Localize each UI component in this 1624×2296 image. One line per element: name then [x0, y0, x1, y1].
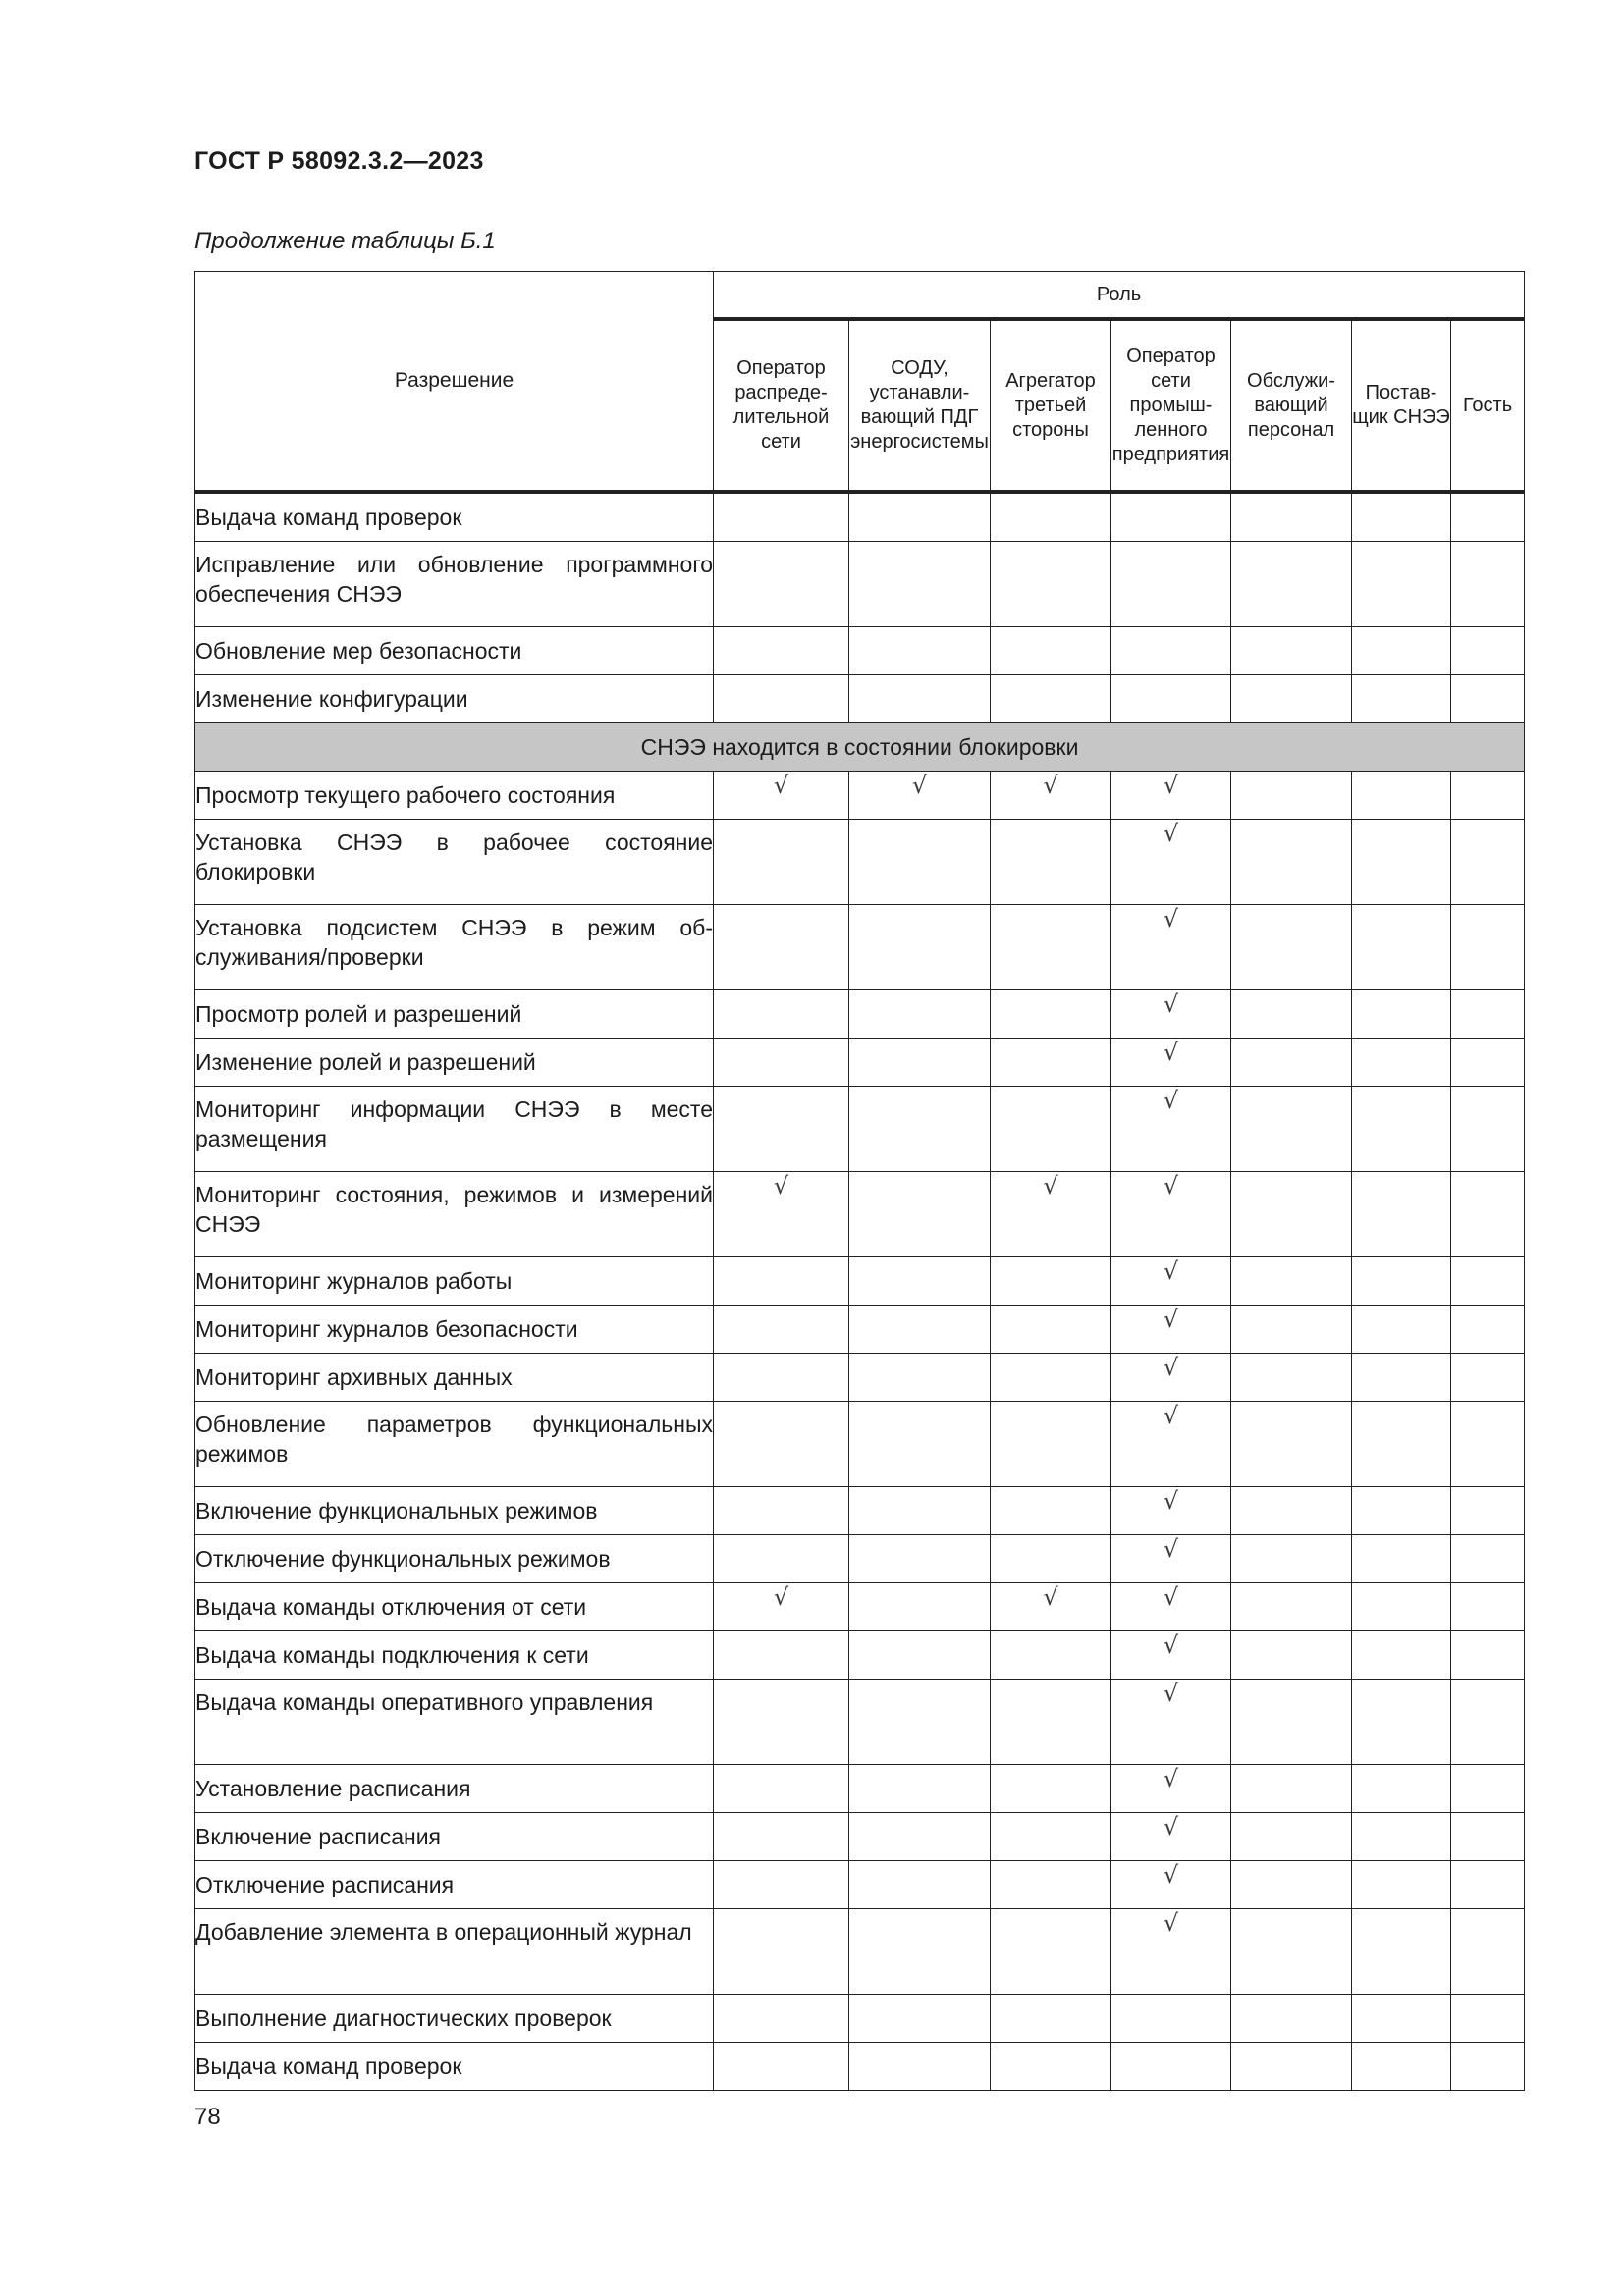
role-header-industrial-network-operator: Оператор сети промышленного предприятия — [1111, 319, 1231, 492]
permission-name: Изменение ролей и разрешений — [195, 1039, 714, 1087]
empty-cell — [849, 990, 991, 1039]
empty-cell — [1352, 627, 1451, 675]
check-mark-cell: √ — [1111, 1039, 1231, 1087]
permission-name: Выдача команд проверок — [195, 2043, 714, 2091]
empty-cell — [991, 1765, 1111, 1813]
empty-cell — [1451, 1487, 1525, 1535]
empty-cell — [1451, 627, 1525, 675]
empty-cell — [849, 1306, 991, 1354]
role-header-power-system-operator: СОДУ, устанавливающий ПДГ энергосистемы — [849, 319, 991, 492]
empty-cell — [714, 820, 849, 905]
empty-cell — [1451, 1535, 1525, 1583]
empty-cell — [1352, 1909, 1451, 1995]
empty-cell — [1451, 990, 1525, 1039]
empty-cell — [1451, 1909, 1525, 1995]
empty-cell — [991, 1354, 1111, 1402]
check-mark-cell: √ — [1111, 1487, 1231, 1535]
empty-cell — [714, 1306, 849, 1354]
table-row — [195, 1402, 1525, 1487]
empty-cell — [1111, 542, 1231, 627]
empty-cell — [1231, 990, 1352, 1039]
empty-cell — [1451, 492, 1525, 542]
empty-cell — [1451, 1306, 1525, 1354]
empty-cell — [714, 1087, 849, 1172]
check-mark-cell: √ — [1111, 772, 1231, 820]
role-header-guest: Гость — [1451, 319, 1525, 492]
permission-name: Мониторинг информации СНЭЭ в месте размещения — [195, 1087, 714, 1172]
section-row — [195, 723, 1525, 772]
empty-cell — [991, 1680, 1111, 1765]
empty-cell — [714, 1535, 849, 1583]
empty-cell — [1352, 675, 1451, 723]
table-row — [195, 1813, 1525, 1861]
permission-name: Отключение функциональных режимов — [195, 1535, 714, 1583]
table-row — [195, 772, 1525, 820]
empty-cell — [714, 1354, 849, 1402]
empty-cell — [991, 1039, 1111, 1087]
empty-cell — [1231, 905, 1352, 990]
empty-cell — [991, 1402, 1111, 1487]
empty-cell — [991, 627, 1111, 675]
permission-name: Отключение расписания — [195, 1861, 714, 1909]
empty-cell — [849, 905, 991, 990]
empty-cell — [1451, 1354, 1525, 1402]
permission-name: Просмотр ролей и разрешений — [195, 990, 714, 1039]
empty-cell — [1231, 1765, 1352, 1813]
check-mark-cell: √ — [1111, 820, 1231, 905]
empty-cell — [991, 1257, 1111, 1306]
check-mark-cell: √ — [1111, 1861, 1231, 1909]
table-row — [195, 1354, 1525, 1402]
empty-cell — [714, 1861, 849, 1909]
empty-cell — [714, 1765, 849, 1813]
empty-cell — [1231, 542, 1352, 627]
table-row — [195, 1087, 1525, 1172]
empty-cell — [1231, 1909, 1352, 1995]
check-mark-cell: √ — [1111, 1354, 1231, 1402]
permission-name: Добавление элемента в операционный журнал — [195, 1909, 714, 1995]
permission-name: Изменение конфигурации — [195, 675, 714, 723]
empty-cell — [1451, 1402, 1525, 1487]
empty-cell — [1231, 1354, 1352, 1402]
empty-cell — [849, 1087, 991, 1172]
check-mark-cell: √ — [1111, 1583, 1231, 1631]
empty-cell — [1352, 820, 1451, 905]
check-mark-cell: √ — [1111, 1813, 1231, 1861]
empty-cell — [1231, 675, 1352, 723]
empty-cell — [1352, 1631, 1451, 1680]
table-row — [195, 1039, 1525, 1087]
permission-name: Установка СНЭЭ в рабочее состояние блокировки — [195, 820, 714, 905]
table-row — [195, 1583, 1525, 1631]
empty-cell — [1451, 1680, 1525, 1765]
check-mark-cell: √ — [1111, 1535, 1231, 1583]
table-row — [195, 1861, 1525, 1909]
role-header-third-party-aggregator: Агрегатор третьей стороны — [991, 319, 1111, 492]
empty-cell — [1231, 1306, 1352, 1354]
table-row — [195, 492, 1525, 542]
empty-cell — [1451, 1172, 1525, 1257]
permission-name: Обновление параметров функциональных режимов — [195, 1402, 714, 1487]
empty-cell — [1451, 820, 1525, 905]
empty-cell — [1111, 492, 1231, 542]
empty-cell — [1352, 1765, 1451, 1813]
empty-cell — [1451, 1087, 1525, 1172]
empty-cell — [991, 1535, 1111, 1583]
empty-cell — [1352, 1087, 1451, 1172]
empty-cell — [1231, 1172, 1352, 1257]
empty-cell — [714, 627, 849, 675]
empty-cell — [849, 2043, 991, 2091]
empty-cell — [1352, 1995, 1451, 2043]
role-group-header: Роль — [714, 272, 1525, 320]
table-row — [195, 1995, 1525, 2043]
empty-cell — [1231, 2043, 1352, 2091]
section-title: СНЭЭ находится в состоянии блокировки — [195, 723, 1525, 772]
empty-cell — [849, 820, 991, 905]
table-row — [195, 1765, 1525, 1813]
permission-name: Просмотр текущего рабочего состояния — [195, 772, 714, 820]
empty-cell — [991, 492, 1111, 542]
empty-cell — [849, 492, 991, 542]
check-mark-cell: √ — [1111, 905, 1231, 990]
empty-cell — [1231, 627, 1352, 675]
check-mark-cell: √ — [991, 1172, 1111, 1257]
empty-cell — [1352, 1039, 1451, 1087]
table-row — [195, 2043, 1525, 2091]
empty-cell — [1111, 2043, 1231, 2091]
empty-cell — [1231, 1583, 1352, 1631]
empty-cell — [1352, 1487, 1451, 1535]
table-row — [195, 905, 1525, 990]
check-mark-cell: √ — [1111, 1909, 1231, 1995]
permission-name: Выдача команды отключения от сети — [195, 1583, 714, 1631]
permission-name: Выдача команды подключения к сети — [195, 1631, 714, 1680]
empty-cell — [1352, 1402, 1451, 1487]
empty-cell — [1231, 1995, 1352, 2043]
empty-cell — [1451, 905, 1525, 990]
empty-cell — [1352, 1354, 1451, 1402]
empty-cell — [714, 2043, 849, 2091]
empty-cell — [714, 542, 849, 627]
empty-cell — [991, 542, 1111, 627]
empty-cell — [849, 1813, 991, 1861]
empty-cell — [991, 1813, 1111, 1861]
empty-cell — [714, 675, 849, 723]
permission-name: Мониторинг состояния, режимов и измерений СНЭЭ — [195, 1172, 714, 1257]
empty-cell — [714, 1631, 849, 1680]
empty-cell — [1352, 1583, 1451, 1631]
permission-name: Мониторинг журналов безопасности — [195, 1306, 714, 1354]
empty-cell — [1231, 1861, 1352, 1909]
table-body — [195, 492, 1525, 2091]
empty-cell — [1352, 1172, 1451, 1257]
empty-cell — [1111, 627, 1231, 675]
empty-cell — [1231, 1257, 1352, 1306]
check-mark-cell: √ — [714, 1172, 849, 1257]
empty-cell — [991, 1087, 1111, 1172]
empty-cell — [1451, 1631, 1525, 1680]
empty-cell — [1111, 675, 1231, 723]
table-row — [195, 1257, 1525, 1306]
table-row — [195, 542, 1525, 627]
empty-cell — [1231, 492, 1352, 542]
check-mark-cell: √ — [1111, 1087, 1231, 1172]
empty-cell — [849, 542, 991, 627]
permission-name: Мониторинг журналов работы — [195, 1257, 714, 1306]
table-row — [195, 1909, 1525, 1995]
empty-cell — [849, 1402, 991, 1487]
role-header-maintenance-staff: Обслуживающий персонал — [1231, 319, 1352, 492]
empty-cell — [991, 820, 1111, 905]
empty-cell — [991, 1487, 1111, 1535]
check-mark-cell: √ — [991, 772, 1111, 820]
empty-cell — [991, 990, 1111, 1039]
empty-cell — [849, 1909, 991, 1995]
empty-cell — [1352, 1306, 1451, 1354]
empty-cell — [1231, 1535, 1352, 1583]
empty-cell — [714, 990, 849, 1039]
empty-cell — [991, 905, 1111, 990]
empty-cell — [849, 1257, 991, 1306]
empty-cell — [714, 1680, 849, 1765]
permission-name: Установление расписания — [195, 1765, 714, 1813]
table-row — [195, 820, 1525, 905]
empty-cell — [1451, 1995, 1525, 2043]
table-row — [195, 1172, 1525, 1257]
empty-cell — [1451, 1257, 1525, 1306]
check-mark-cell: √ — [849, 772, 991, 820]
empty-cell — [1451, 542, 1525, 627]
role-header-ess-supplier: Поставщик СНЭЭ — [1352, 319, 1451, 492]
table-row — [195, 627, 1525, 675]
empty-cell — [849, 627, 991, 675]
empty-cell — [1352, 542, 1451, 627]
check-mark-cell: √ — [1111, 1172, 1231, 1257]
empty-cell — [849, 1765, 991, 1813]
empty-cell — [714, 905, 849, 990]
empty-cell — [714, 492, 849, 542]
empty-cell — [1451, 2043, 1525, 2091]
empty-cell — [1352, 1257, 1451, 1306]
empty-cell — [991, 1909, 1111, 1995]
empty-cell — [1451, 675, 1525, 723]
empty-cell — [714, 1995, 849, 2043]
permission-name: Выполнение диагностических проверок — [195, 1995, 714, 2043]
check-mark-cell: √ — [991, 1583, 1111, 1631]
empty-cell — [1231, 1680, 1352, 1765]
empty-cell — [714, 1257, 849, 1306]
check-mark-cell: √ — [1111, 1402, 1231, 1487]
empty-cell — [991, 2043, 1111, 2091]
empty-cell — [714, 1402, 849, 1487]
empty-cell — [714, 1813, 849, 1861]
empty-cell — [1352, 990, 1451, 1039]
table-row — [195, 1680, 1525, 1765]
empty-cell — [1352, 1535, 1451, 1583]
empty-cell — [1111, 1995, 1231, 2043]
permission-name: Выдача команды оперативного управления — [195, 1680, 714, 1765]
empty-cell — [1451, 1813, 1525, 1861]
permission-name: Установка подсистем СНЭЭ в режим обслуживания/проверки — [195, 905, 714, 990]
permission-name: Включение расписания — [195, 1813, 714, 1861]
table-row — [195, 1306, 1525, 1354]
empty-cell — [991, 1995, 1111, 2043]
check-mark-cell: √ — [1111, 990, 1231, 1039]
empty-cell — [1231, 1039, 1352, 1087]
empty-cell — [714, 1909, 849, 1995]
table-row — [195, 990, 1525, 1039]
permission-name: Мониторинг архивных данных — [195, 1354, 714, 1402]
empty-cell — [849, 1861, 991, 1909]
permission-name: Включение функциональных режимов — [195, 1487, 714, 1535]
empty-cell — [1451, 1583, 1525, 1631]
empty-cell — [849, 1354, 991, 1402]
empty-cell — [1352, 905, 1451, 990]
empty-cell — [1231, 1402, 1352, 1487]
empty-cell — [1352, 772, 1451, 820]
role-header-distribution-operator: Оператор распределительной сети — [714, 319, 849, 492]
empty-cell — [1231, 1087, 1352, 1172]
empty-cell — [849, 1535, 991, 1583]
check-mark-cell: √ — [1111, 1765, 1231, 1813]
empty-cell — [849, 1631, 991, 1680]
permission-name: Обновление мер безопасности — [195, 627, 714, 675]
empty-cell — [1451, 1861, 1525, 1909]
empty-cell — [1352, 492, 1451, 542]
check-mark-cell: √ — [1111, 1680, 1231, 1765]
empty-cell — [1231, 820, 1352, 905]
check-mark-cell: √ — [1111, 1631, 1231, 1680]
permission-name: Исправление или обновление программного обеспечения СНЭЭ — [195, 542, 714, 627]
check-mark-cell: √ — [714, 1583, 849, 1631]
empty-cell — [849, 1583, 991, 1631]
empty-cell — [1451, 1039, 1525, 1087]
empty-cell — [849, 675, 991, 723]
empty-cell — [849, 1039, 991, 1087]
check-mark-cell: √ — [1111, 1306, 1231, 1354]
table-caption: Продолжение таблицы Б.1 — [194, 228, 496, 254]
empty-cell — [1451, 772, 1525, 820]
empty-cell — [1352, 1680, 1451, 1765]
empty-cell — [1352, 2043, 1451, 2091]
empty-cell — [991, 1631, 1111, 1680]
permission-name: Выдача команд проверок — [195, 492, 714, 542]
check-mark-cell: √ — [1111, 1257, 1231, 1306]
empty-cell — [991, 675, 1111, 723]
check-mark-cell: √ — [714, 772, 849, 820]
empty-cell — [849, 1680, 991, 1765]
table-row — [195, 1631, 1525, 1680]
empty-cell — [714, 1039, 849, 1087]
empty-cell — [1231, 1487, 1352, 1535]
empty-cell — [1352, 1813, 1451, 1861]
empty-cell — [714, 1487, 849, 1535]
empty-cell — [1231, 1813, 1352, 1861]
empty-cell — [991, 1306, 1111, 1354]
permission-column-header: Разрешение — [195, 272, 714, 493]
page-number: 78 — [194, 2104, 221, 2130]
table-row — [195, 1535, 1525, 1583]
table-row — [195, 675, 1525, 723]
empty-cell — [1352, 1861, 1451, 1909]
permissions-table — [194, 271, 1525, 2091]
table-row — [195, 1487, 1525, 1535]
empty-cell — [849, 1995, 991, 2043]
document-code: ГОСТ Р 58092.3.2—2023 — [194, 147, 484, 175]
empty-cell — [991, 1861, 1111, 1909]
empty-cell — [1451, 1765, 1525, 1813]
empty-cell — [849, 1487, 991, 1535]
empty-cell — [849, 1172, 991, 1257]
empty-cell — [1231, 1631, 1352, 1680]
empty-cell — [1231, 772, 1352, 820]
